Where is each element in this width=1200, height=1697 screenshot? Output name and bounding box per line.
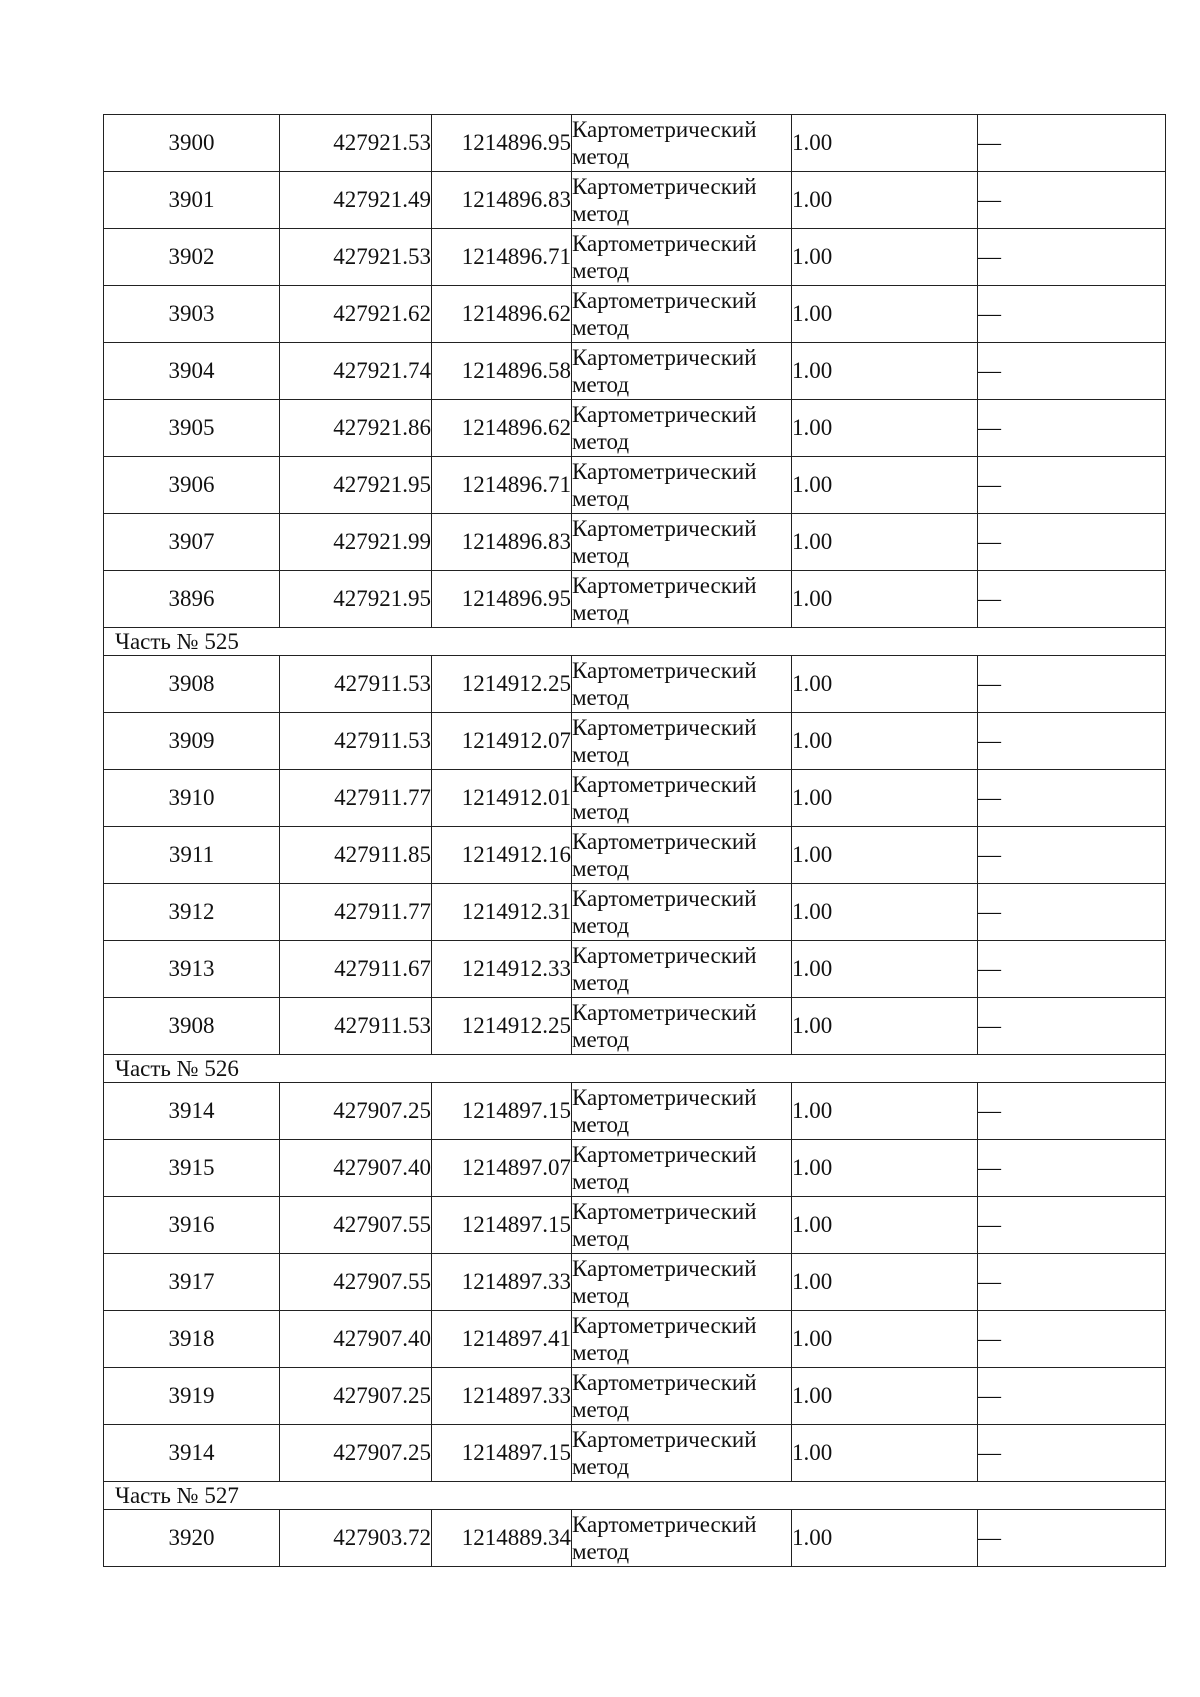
x-coordinate-cell: 427907.55 xyxy=(280,1254,432,1311)
table-row xyxy=(104,1254,1166,1311)
accuracy-cell: 1.00 xyxy=(792,713,978,770)
y-coordinate-cell: 1214896.62 xyxy=(432,400,572,457)
point-number-cell: 3912 xyxy=(104,884,280,941)
point-number-cell: 3913 xyxy=(104,941,280,998)
point-number-cell: 3916 xyxy=(104,1197,280,1254)
description-cell: — xyxy=(978,1140,1166,1197)
table-row xyxy=(104,229,1166,286)
accuracy-cell: 1.00 xyxy=(792,998,978,1055)
accuracy-cell: 1.00 xyxy=(792,1140,978,1197)
point-number-cell: 3900 xyxy=(104,115,280,172)
table-row xyxy=(104,400,1166,457)
point-number-cell: 3917 xyxy=(104,1254,280,1311)
x-coordinate-cell: 427903.72 xyxy=(280,1510,432,1567)
table-row xyxy=(104,656,1166,713)
point-number-cell: 3915 xyxy=(104,1140,280,1197)
accuracy-cell: 1.00 xyxy=(792,656,978,713)
coordinates-table-body xyxy=(104,115,1166,1567)
x-coordinate-cell: 427911.53 xyxy=(280,656,432,713)
method-cell xyxy=(572,713,792,770)
x-coordinate-cell: 427921.74 xyxy=(280,343,432,400)
method-cell xyxy=(572,343,792,400)
description-cell: — xyxy=(978,1311,1166,1368)
method-cell xyxy=(572,172,792,229)
method-line-1: Картометрический xyxy=(572,886,757,911)
accuracy-cell: 1.00 xyxy=(792,1368,978,1425)
y-coordinate-cell: 1214897.15 xyxy=(432,1083,572,1140)
point-number-cell: 3909 xyxy=(104,713,280,770)
method-cell xyxy=(572,1140,792,1197)
method-line-1: Картометрический xyxy=(572,288,757,313)
table-row xyxy=(104,941,1166,998)
method-line-2: метод xyxy=(572,1027,630,1052)
description-cell: — xyxy=(978,571,1166,628)
method-line-2: метод xyxy=(572,742,630,767)
y-coordinate-cell: 1214912.31 xyxy=(432,884,572,941)
table-row xyxy=(104,457,1166,514)
method-cell xyxy=(572,286,792,343)
method-line-2: метод xyxy=(572,1226,630,1251)
y-coordinate-cell: 1214897.33 xyxy=(432,1368,572,1425)
method-line-1: Картометрический xyxy=(572,1313,757,1338)
point-number-cell: 3908 xyxy=(104,998,280,1055)
table-row xyxy=(104,884,1166,941)
method-line-1: Картометрический xyxy=(572,1370,757,1395)
method-line-1: Картометрический xyxy=(572,829,757,854)
x-coordinate-cell: 427911.67 xyxy=(280,941,432,998)
point-number-cell: 3908 xyxy=(104,656,280,713)
accuracy-cell: 1.00 xyxy=(792,457,978,514)
method-line-2: метод xyxy=(572,372,630,397)
method-line-2: метод xyxy=(572,486,630,511)
method-cell xyxy=(572,1368,792,1425)
method-line-1: Картометрический xyxy=(572,573,757,598)
accuracy-cell: 1.00 xyxy=(792,514,978,571)
method-line-1: Картометрический xyxy=(572,943,757,968)
method-cell xyxy=(572,1510,792,1567)
accuracy-cell: 1.00 xyxy=(792,827,978,884)
point-number-cell: 3903 xyxy=(104,286,280,343)
method-cell xyxy=(572,400,792,457)
method-line-1: Картометрический xyxy=(572,1142,757,1167)
description-cell: — xyxy=(978,998,1166,1055)
method-cell xyxy=(572,571,792,628)
method-cell xyxy=(572,1311,792,1368)
accuracy-cell: 1.00 xyxy=(792,941,978,998)
x-coordinate-cell: 427921.49 xyxy=(280,172,432,229)
accuracy-cell: 1.00 xyxy=(792,400,978,457)
method-cell xyxy=(572,998,792,1055)
accuracy-cell: 1.00 xyxy=(792,1425,978,1482)
method-line-1: Картометрический xyxy=(572,1256,757,1281)
description-cell: — xyxy=(978,1083,1166,1140)
description-cell: — xyxy=(978,941,1166,998)
method-cell xyxy=(572,1197,792,1254)
method-cell xyxy=(572,514,792,571)
method-cell xyxy=(572,941,792,998)
point-number-cell: 3905 xyxy=(104,400,280,457)
method-line-1: Картометрический xyxy=(572,715,757,740)
y-coordinate-cell: 1214896.62 xyxy=(432,286,572,343)
y-coordinate-cell: 1214897.15 xyxy=(432,1425,572,1482)
method-line-1: Картометрический xyxy=(572,117,757,142)
x-coordinate-cell: 427911.77 xyxy=(280,884,432,941)
x-coordinate-cell: 427907.25 xyxy=(280,1368,432,1425)
method-cell xyxy=(572,656,792,713)
method-line-2: метод xyxy=(572,543,630,568)
point-number-cell: 3920 xyxy=(104,1510,280,1567)
table-row xyxy=(104,172,1166,229)
document-page xyxy=(103,114,1165,1567)
accuracy-cell: 1.00 xyxy=(792,1311,978,1368)
x-coordinate-cell: 427921.53 xyxy=(280,229,432,286)
method-line-2: метод xyxy=(572,1283,630,1308)
x-coordinate-cell: 427911.53 xyxy=(280,998,432,1055)
method-line-2: метод xyxy=(572,1340,630,1365)
description-cell: — xyxy=(978,884,1166,941)
method-line-2: метод xyxy=(572,1112,630,1137)
method-line-2: метод xyxy=(572,1539,630,1564)
description-cell: — xyxy=(978,172,1166,229)
y-coordinate-cell: 1214896.95 xyxy=(432,115,572,172)
table-row xyxy=(104,1425,1166,1482)
x-coordinate-cell: 427921.95 xyxy=(280,457,432,514)
y-coordinate-cell: 1214912.25 xyxy=(432,998,572,1055)
description-cell: — xyxy=(978,400,1166,457)
y-coordinate-cell: 1214912.33 xyxy=(432,941,572,998)
y-coordinate-cell: 1214912.16 xyxy=(432,827,572,884)
method-line-2: метод xyxy=(572,1397,630,1422)
description-cell: — xyxy=(978,457,1166,514)
y-coordinate-cell: 1214896.83 xyxy=(432,514,572,571)
y-coordinate-cell: 1214897.07 xyxy=(432,1140,572,1197)
description-cell: — xyxy=(978,514,1166,571)
description-cell: — xyxy=(978,286,1166,343)
point-number-cell: 3910 xyxy=(104,770,280,827)
point-number-cell: 3918 xyxy=(104,1311,280,1368)
table-row xyxy=(104,343,1166,400)
accuracy-cell: 1.00 xyxy=(792,115,978,172)
table-row xyxy=(104,1197,1166,1254)
method-line-2: метод xyxy=(572,429,630,454)
method-line-1: Картометрический xyxy=(572,402,757,427)
method-line-1: Картометрический xyxy=(572,1427,757,1452)
point-number-cell: 3904 xyxy=(104,343,280,400)
method-cell xyxy=(572,1254,792,1311)
table-row xyxy=(104,1368,1166,1425)
method-line-2: метод xyxy=(572,1169,630,1194)
method-line-2: метод xyxy=(572,799,630,824)
description-cell: — xyxy=(978,1368,1166,1425)
table-row xyxy=(104,770,1166,827)
y-coordinate-cell: 1214896.83 xyxy=(432,172,572,229)
point-number-cell: 3907 xyxy=(104,514,280,571)
x-coordinate-cell: 427921.86 xyxy=(280,400,432,457)
method-cell xyxy=(572,770,792,827)
method-line-2: метод xyxy=(572,201,630,226)
accuracy-cell: 1.00 xyxy=(792,884,978,941)
method-cell xyxy=(572,229,792,286)
part-header-row xyxy=(104,1482,1166,1510)
point-number-cell: 3914 xyxy=(104,1425,280,1482)
y-coordinate-cell: 1214897.33 xyxy=(432,1254,572,1311)
table-row xyxy=(104,827,1166,884)
method-cell xyxy=(572,827,792,884)
description-cell: — xyxy=(978,713,1166,770)
accuracy-cell: 1.00 xyxy=(792,172,978,229)
x-coordinate-cell: 427911.53 xyxy=(280,713,432,770)
method-cell xyxy=(572,884,792,941)
point-number-cell: 3896 xyxy=(104,571,280,628)
method-line-1: Картометрический xyxy=(572,1199,757,1224)
description-cell: — xyxy=(978,656,1166,713)
x-coordinate-cell: 427907.40 xyxy=(280,1140,432,1197)
description-cell: — xyxy=(978,229,1166,286)
y-coordinate-cell: 1214912.07 xyxy=(432,713,572,770)
x-coordinate-cell: 427921.62 xyxy=(280,286,432,343)
point-number-cell: 3914 xyxy=(104,1083,280,1140)
method-line-2: метод xyxy=(572,856,630,881)
y-coordinate-cell: 1214896.58 xyxy=(432,343,572,400)
accuracy-cell: 1.00 xyxy=(792,1197,978,1254)
part-header-row xyxy=(104,1055,1166,1083)
method-line-2: метод xyxy=(572,258,630,283)
method-line-2: метод xyxy=(572,144,630,169)
point-number-cell: 3919 xyxy=(104,1368,280,1425)
accuracy-cell: 1.00 xyxy=(792,229,978,286)
method-cell xyxy=(572,115,792,172)
table-row xyxy=(104,1140,1166,1197)
table-row xyxy=(104,286,1166,343)
coordinates-table xyxy=(103,114,1166,1567)
accuracy-cell: 1.00 xyxy=(792,1510,978,1567)
accuracy-cell: 1.00 xyxy=(792,343,978,400)
x-coordinate-cell: 427907.25 xyxy=(280,1083,432,1140)
accuracy-cell: 1.00 xyxy=(792,770,978,827)
point-number-cell: 3911 xyxy=(104,827,280,884)
description-cell: — xyxy=(978,1197,1166,1254)
part-header-row xyxy=(104,628,1166,656)
x-coordinate-cell: 427907.25 xyxy=(280,1425,432,1482)
point-number-cell: 3906 xyxy=(104,457,280,514)
x-coordinate-cell: 427921.99 xyxy=(280,514,432,571)
method-cell xyxy=(572,1083,792,1140)
table-row xyxy=(104,1311,1166,1368)
table-row xyxy=(104,1510,1166,1567)
y-coordinate-cell: 1214897.41 xyxy=(432,1311,572,1368)
point-number-cell: 3902 xyxy=(104,229,280,286)
x-coordinate-cell: 427911.85 xyxy=(280,827,432,884)
description-cell: — xyxy=(978,1510,1166,1567)
description-cell: — xyxy=(978,115,1166,172)
y-coordinate-cell: 1214912.01 xyxy=(432,770,572,827)
part-label: Часть № 525 xyxy=(104,628,1166,656)
table-row xyxy=(104,514,1166,571)
y-coordinate-cell: 1214896.95 xyxy=(432,571,572,628)
method-line-1: Картометрический xyxy=(572,1085,757,1110)
table-row xyxy=(104,115,1166,172)
y-coordinate-cell: 1214896.71 xyxy=(432,229,572,286)
description-cell: — xyxy=(978,1425,1166,1482)
table-row xyxy=(104,713,1166,770)
method-line-2: метод xyxy=(572,600,630,625)
method-line-2: метод xyxy=(572,970,630,995)
part-label: Часть № 527 xyxy=(104,1482,1166,1510)
y-coordinate-cell: 1214889.34 xyxy=(432,1510,572,1567)
x-coordinate-cell: 427921.95 xyxy=(280,571,432,628)
description-cell: — xyxy=(978,827,1166,884)
y-coordinate-cell: 1214897.15 xyxy=(432,1197,572,1254)
table-row xyxy=(104,571,1166,628)
accuracy-cell: 1.00 xyxy=(792,571,978,628)
y-coordinate-cell: 1214896.71 xyxy=(432,457,572,514)
description-cell: — xyxy=(978,1254,1166,1311)
table-row xyxy=(104,1083,1166,1140)
method-line-2: метод xyxy=(572,315,630,340)
method-line-1: Картометрический xyxy=(572,516,757,541)
method-cell xyxy=(572,457,792,514)
method-line-1: Картометрический xyxy=(572,345,757,370)
accuracy-cell: 1.00 xyxy=(792,1254,978,1311)
method-line-2: метод xyxy=(572,685,630,710)
method-cell xyxy=(572,1425,792,1482)
x-coordinate-cell: 427907.55 xyxy=(280,1197,432,1254)
y-coordinate-cell: 1214912.25 xyxy=(432,656,572,713)
method-line-1: Картометрический xyxy=(572,459,757,484)
x-coordinate-cell: 427911.77 xyxy=(280,770,432,827)
accuracy-cell: 1.00 xyxy=(792,1083,978,1140)
method-line-1: Картометрический xyxy=(572,1512,757,1537)
method-line-2: метод xyxy=(572,913,630,938)
method-line-1: Картометрический xyxy=(572,231,757,256)
point-number-cell: 3901 xyxy=(104,172,280,229)
method-line-2: метод xyxy=(572,1454,630,1479)
method-line-1: Картометрический xyxy=(572,772,757,797)
table-row xyxy=(104,998,1166,1055)
method-line-1: Картометрический xyxy=(572,174,757,199)
part-label: Часть № 526 xyxy=(104,1055,1166,1083)
x-coordinate-cell: 427907.40 xyxy=(280,1311,432,1368)
method-line-1: Картометрический xyxy=(572,658,757,683)
description-cell: — xyxy=(978,770,1166,827)
description-cell: — xyxy=(978,343,1166,400)
method-line-1: Картометрический xyxy=(572,1000,757,1025)
x-coordinate-cell: 427921.53 xyxy=(280,115,432,172)
accuracy-cell: 1.00 xyxy=(792,286,978,343)
